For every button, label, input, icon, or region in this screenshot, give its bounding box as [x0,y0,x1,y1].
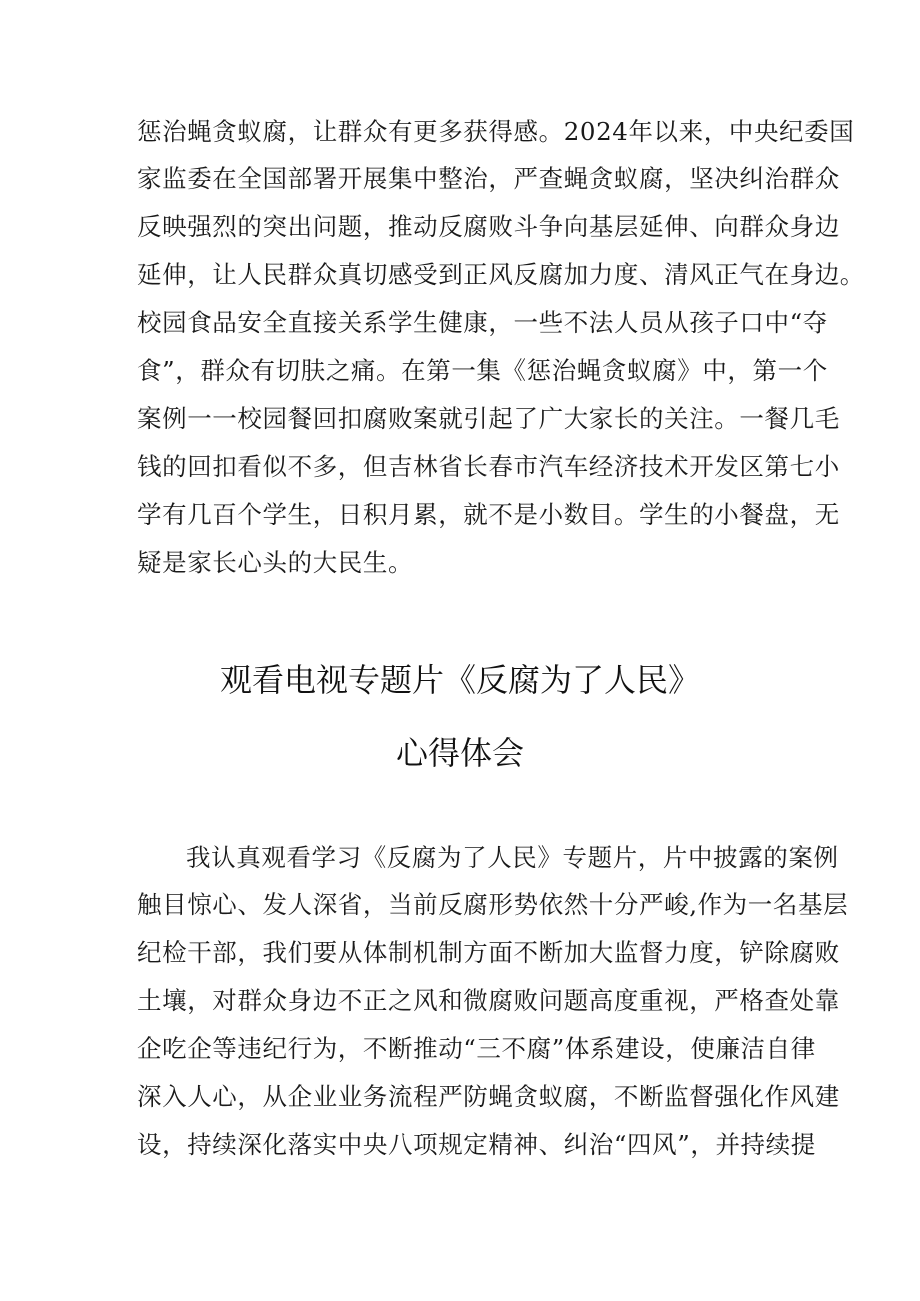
paragraph-2-line: 土壤，对群众身边不正之风和微腐败问题高度重视，严格查处靠 [137,986,840,1015]
paragraph-1-line: 校园食品安全直接关系学生健康，一些不法人员从孩子口中“夺 [137,308,828,337]
paragraph-1-line: 疑是家长心头的大民生。 [137,548,414,577]
paragraph-1-line: 学有几百个学生，日积月累，就不是小数目。学生的小餐盘，无 [137,500,840,529]
paragraph-2-line: 深入人心，从企业业务流程严防蝇贪蚁腐，不断监督强化作风建 [137,1082,840,1111]
paragraph-1-line: 延伸，让人民群众真切感受到正风反腐加力度、清风正气在身边。 [137,260,865,289]
paragraph-1-line: 惩治蝇贪蚁腐，让群众有更多获得感。2024年以来，中央纪委国 [137,117,855,146]
paragraph-2-line: 触目惊心、发人深省，当前反腐形势依然十分严峻,作为一名基层 [137,890,849,919]
paragraph-1-line: 钱的回扣看似不多，但吉林省长春市汽车经济技术开发区第七小 [137,452,840,481]
paragraph-2-line: 企吃企等违纪行为，不断推动“三不腐”体系建设，使廉洁自律 [137,1034,816,1063]
paragraph-1-line: 案例一一校园餐回扣腐败案就引起了广大家长的关注。一餐几毛 [137,404,840,433]
paragraph-2-line: 我认真观看学习《反腐为了人民》专题片，片中披露的案例 [186,843,839,872]
heading-line-2: 心得体会 [395,734,524,772]
heading-line-1: 观看电视专题片《反腐为了人民》 [219,661,700,699]
paragraph-2-line: 设，持续深化落实中央八项规定精神、纠治“四风”，并持续提 [137,1130,816,1159]
paragraph-1-line: 食”，群众有切肤之痛。在第一集《惩治蝇贪蚁腐》中，第一个 [137,356,828,385]
paragraph-2-line: 纪检干部，我们要从体制机制方面不断加大监督力度，铲除腐败 [137,938,840,967]
paragraph-1-line: 家监委在全国部署开展集中整治，严查蝇贪蚁腐，坚决纠治群众 [137,164,840,193]
paragraph-1-line: 反映强烈的突出问题，推动反腐败斗争向基层延伸、向群众身边 [137,212,840,241]
